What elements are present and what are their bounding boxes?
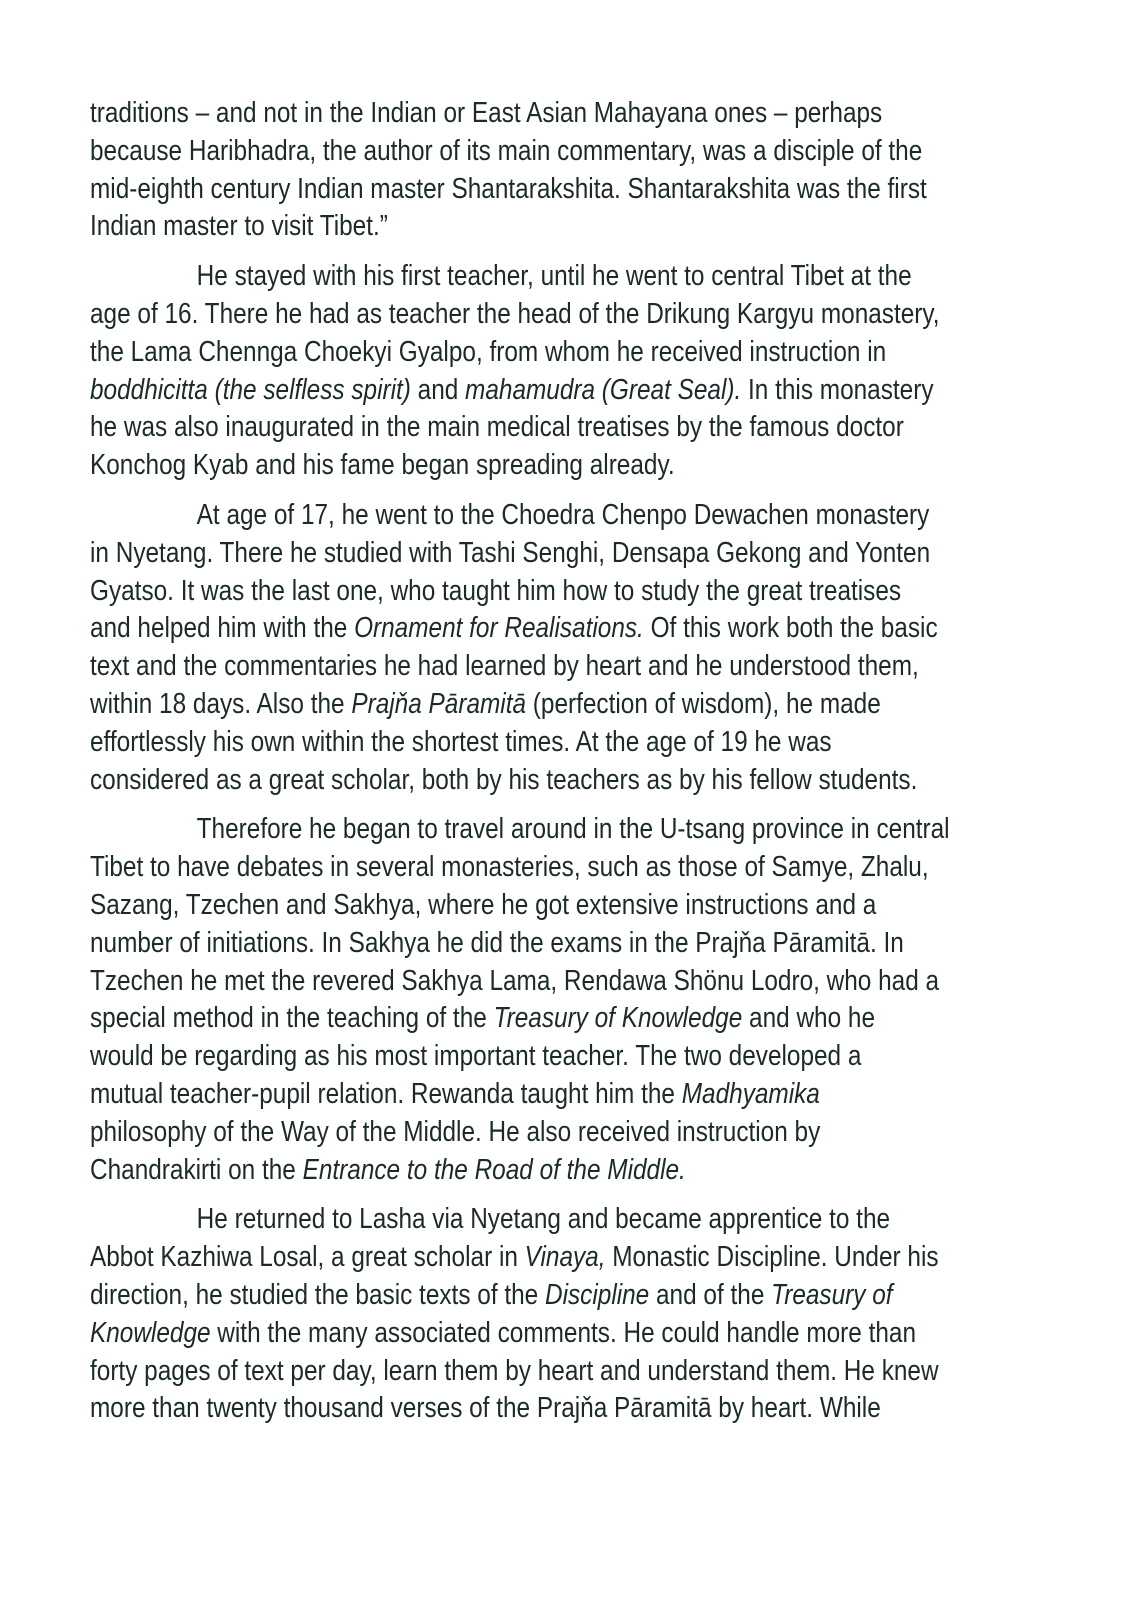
italic-text: boddhicitta (the selfless spirit) — [90, 373, 411, 406]
text-run: Konchog Kyab and his fame began spreading already. — [90, 449, 675, 482]
text-run: Monastic Discipline. Under his — [605, 1241, 939, 1274]
text-line — [90, 372, 934, 410]
text-line — [90, 724, 896, 762]
text-line — [90, 811, 950, 849]
text-line — [90, 1000, 896, 1038]
text-run: special method in the teaching of the — [90, 1002, 494, 1035]
text-run: and helped him with the — [90, 612, 355, 645]
text-line — [90, 133, 923, 171]
text-run: At age of 17, he went to the Choedra Chenpo Dewachen monastery — [196, 498, 930, 531]
text-line — [90, 849, 929, 887]
text-line — [90, 171, 927, 209]
text-run: and who he — [742, 1002, 875, 1035]
text-run: He returned to Lasha via Nyetang and became apprentice to the — [196, 1203, 891, 1236]
text-line — [90, 1038, 896, 1076]
text-line — [90, 1390, 896, 1428]
text-line — [90, 686, 896, 724]
text-run: Sazang, Tzechen and Sakhya, where he got extensive instructions and a — [90, 888, 877, 921]
text-run: philosophy of the Way of the Middle. He also received instruction by — [90, 1115, 821, 1148]
text-run: within 18 days. Also the — [90, 687, 352, 720]
text-line — [90, 447, 896, 485]
text-run: and of the — [649, 1278, 772, 1311]
text-run: forty pages of text per day, learn them by heart and understand them. He knew — [90, 1354, 939, 1387]
italic-text: Vinaya, — [524, 1241, 606, 1274]
text-run: Of this work both the basic — [643, 612, 938, 645]
text-run: age of 16. There he had as teacher the head of the Drikung Kargyu monastery, — [90, 297, 940, 330]
text-line — [90, 1152, 896, 1190]
text-run: and — [410, 373, 466, 406]
text-run: Tzechen he met the revered Sakhya Lama, Rendawa Shönu Lodro, who had a — [90, 964, 940, 997]
paragraph — [90, 95, 1050, 246]
text-run: number of initiations. In Sakhya he did the exams in the Prajňa Pāramitā. In — [90, 926, 904, 959]
text-run: Therefore he began to travel around in the U-tsang province in central — [196, 813, 950, 846]
text-line — [90, 1076, 896, 1114]
paragraph — [90, 811, 1050, 1189]
text-line — [90, 1239, 939, 1277]
text-line — [90, 963, 940, 1001]
text-run: mutual teacher-pupil relation. Rewanda taught him the — [90, 1077, 682, 1110]
text-run: because Haribhadra, the author of its main commentary, was a disciple of the — [90, 134, 923, 167]
paragraph — [90, 497, 1050, 799]
text-line — [90, 887, 896, 925]
italic-text: mahamudra (Great Seal). — [465, 373, 742, 406]
text-run: the Lama Chennga Choekyi Gyalpo, from whom he received instruction in — [90, 335, 887, 368]
text-line — [90, 762, 918, 800]
text-line — [90, 1353, 939, 1391]
text-line — [90, 334, 896, 372]
italic-text: Knowledge — [90, 1316, 211, 1349]
text-run: in Nyetang. There he studied with Tashi Senghi, Densapa Gekong and Yonten — [90, 536, 931, 569]
text-run: Abbot Kazhiwa Losal, a great scholar in — [90, 1241, 525, 1274]
italic-text: Madhyamika — [681, 1077, 820, 1110]
text-line — [90, 1315, 916, 1353]
text-run: more than twenty thousand verses of the Prajňa Pāramitā by heart. While — [90, 1392, 881, 1425]
text-run: with the many associated comments. He could handle more than — [210, 1316, 916, 1349]
text-run: direction, he studied the basic texts of the — [90, 1278, 545, 1311]
text-line — [90, 95, 896, 133]
text-line — [90, 1114, 896, 1152]
text-run: traditions – and not in the Indian or East Asian Mahayana ones – perhaps — [90, 97, 883, 129]
text-line — [90, 1201, 896, 1239]
text-line — [90, 925, 904, 963]
text-run: In this monastery — [741, 373, 934, 406]
text-line — [90, 1277, 896, 1315]
text-run: He stayed with his first teacher, until he went to central Tibet at the — [196, 260, 912, 293]
italic-text: Discipline — [544, 1278, 650, 1311]
text-run: Chandrakirti on the — [90, 1153, 303, 1186]
text-line — [90, 535, 931, 573]
text-run: text and the commentaries he had learned by heart and he understood them, — [90, 650, 919, 683]
text-run: Tibet to have debates in several monasteries, such as those of Samye, Zhalu, — [90, 851, 929, 884]
italic-text: Prajňa Pāramitā — [351, 687, 527, 720]
paragraph — [90, 258, 1050, 485]
text-line — [90, 409, 904, 447]
text-line — [90, 573, 902, 611]
text-run: mid-eighth century Indian master Shantarakshita. Shantarakshita was the first — [90, 172, 927, 205]
text-line — [90, 296, 940, 334]
italic-text: Treasury of Knowledge — [493, 1002, 743, 1035]
text-run: effortlessly his own within the shortest times. At the age of 19 he was — [90, 725, 832, 758]
italic-text: Entrance to the Road of the Middle. — [302, 1153, 686, 1186]
text-line — [90, 208, 896, 246]
document-page — [90, 95, 1050, 1440]
italic-text: Treasury of — [771, 1278, 893, 1311]
text-run: considered as a great scholar, both by his teachers as by his fellow students. — [90, 763, 918, 796]
text-run: he was also inaugurated in the main medical treatises by the famous doctor — [90, 411, 904, 444]
text-run: would be regarding as his most important teacher. The two developed a — [90, 1040, 862, 1073]
italic-text: Ornament for Realisations. — [354, 612, 644, 645]
text-run: Indian master to visit Tibet.” — [90, 210, 388, 243]
text-line — [90, 648, 919, 686]
text-line — [90, 497, 930, 535]
paragraph — [90, 1201, 1050, 1428]
text-line — [90, 258, 912, 296]
text-run: Gyatso. It was the last one, who taught him how to study the great treatises — [90, 574, 902, 607]
text-line — [90, 610, 938, 648]
text-run: (perfection of wisdom), he made — [526, 687, 881, 720]
